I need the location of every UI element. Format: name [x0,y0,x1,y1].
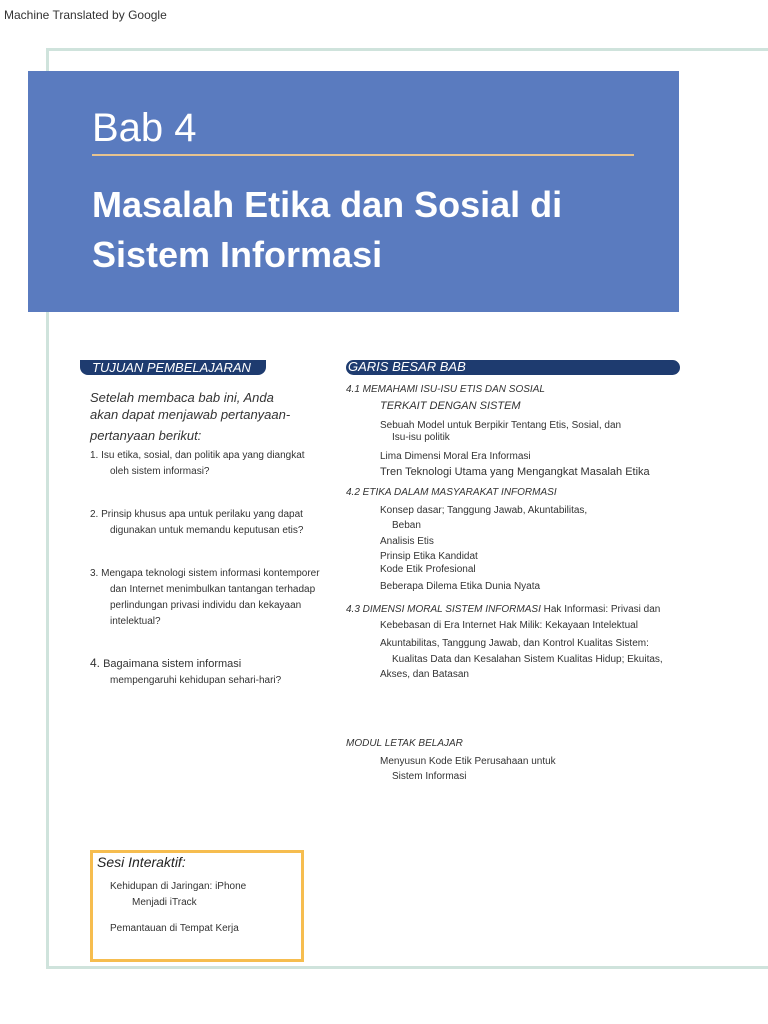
objective-text-cont: digunakan untuk memandu keputusan etis? [110,525,304,536]
objectives-intro-line3: pertanyaan berikut: [90,428,202,443]
session-item-cont: Menjadi iTrack [132,897,197,908]
objectives-intro-line2: akan dapat menjawab pertanyaan- [90,407,291,422]
objective-number: 2. [90,509,99,520]
chapter-title [92,180,652,280]
objective-text-cont: perlindungan privasi individu dan kekayaan [110,600,302,611]
chapter-title-line1: Masalah Etika dan Sosial di [92,184,563,225]
chapter-divider [92,154,634,156]
outline-item: Kebebasan di Era Internet Hak Milik: Kekayaan Intelektual [380,620,638,631]
chapter-number: Bab 4 [92,106,197,150]
chapter-title-line2: Sistem Informasi [92,234,383,275]
objective-text-cont: mempengaruhi kehidupan sehari-hari? [110,675,282,686]
objective-number: 1. [90,450,99,461]
module-heading: MODUL LETAK BELAJAR [346,738,463,749]
outline-section-title: 4.3 DIMENSI MORAL SISTEM INFORMASI [346,604,541,615]
outline-item: Analisis Etis [380,536,434,547]
outline-item: Sebuah Model untuk Berpikir Tentang Etis, Sosial, dan [380,420,622,431]
objective-text: Bagaimana sistem informasi [100,658,242,670]
objectives-heading: TUJUAN PEMBELAJARAN [92,360,251,375]
outline-item: Beban [392,520,421,531]
objective-item [90,655,340,689]
objectives-intro-line1: Setelah membaca bab ini, Anda [90,390,274,405]
outline-item: Akses, dan Batasan [380,669,469,680]
interactive-sessions-title: Sesi Interaktif: [97,854,186,870]
outline-item: Konsep dasar; Tanggung Jawab, Akuntabilitas, [380,505,588,516]
outline-item: Prinsip Etika Kandidat [380,551,478,562]
objective-text-cont: dan Internet menimbulkan tantangan terhadap [110,584,316,595]
objective-text: Mengapa teknologi sistem informasi kontemporer [98,568,320,579]
outline-item: Isu-isu politik [392,432,450,443]
module-item: Sistem Informasi [392,771,467,782]
outline-item: Lima Dimensi Moral Era Informasi [380,451,531,462]
outline-section-tail: Hak Informasi: Privasi dan [540,604,661,615]
module-item: Menyusun Kode Etik Perusahaan untuk [380,756,556,767]
session-item: Pemantauan di Tempat Kerja [110,923,239,934]
outline-item: Kode Etik Profesional [380,564,476,575]
objective-number: 4. [90,656,101,670]
translation-note: Machine Translated by Google [4,8,167,22]
page-frame-top [46,48,768,51]
objective-item [90,566,340,630]
objective-item [90,507,340,539]
session-item: Kehidupan di Jaringan: iPhone [110,881,247,892]
objective-text: Isu etika, sosial, dan politik apa yang diangkat [98,450,305,461]
objective-text-cont: oleh sistem informasi? [110,466,210,477]
outline-section-heading-cont: TERKAIT DENGAN SISTEM [380,400,521,412]
page-frame-bottom [46,966,768,969]
objective-text-cont: intelektual? [110,616,161,627]
outline-section-heading: 4.1 MEMAHAMI ISU-ISU ETIS DAN SOSIAL [346,384,545,395]
outline-heading: GARIS BESAR BAB [348,359,466,374]
outline-item: Beberapa Dilema Etika Dunia Nyata [380,581,541,592]
outline-item: Tren Teknologi Utama yang Mengangkat Masalah Etika [380,466,650,478]
objectives-intro [90,389,320,449]
outline-item: Akuntabilitas, Tanggung Jawab, dan Kontrol Kualitas Sistem: [380,638,649,649]
outline-section-heading: 4.2 ETIKA DALAM MASYARAKAT INFORMASI [346,487,557,498]
objective-item [90,448,340,480]
objective-number: 3. [90,568,99,579]
outline-item: Kualitas Data dan Kesalahan Sistem Kualitas Hidup; Ekuitas, [392,654,663,665]
objective-text: Prinsip khusus apa untuk perilaku yang dapat [98,509,303,520]
outline-section-heading [346,603,660,617]
